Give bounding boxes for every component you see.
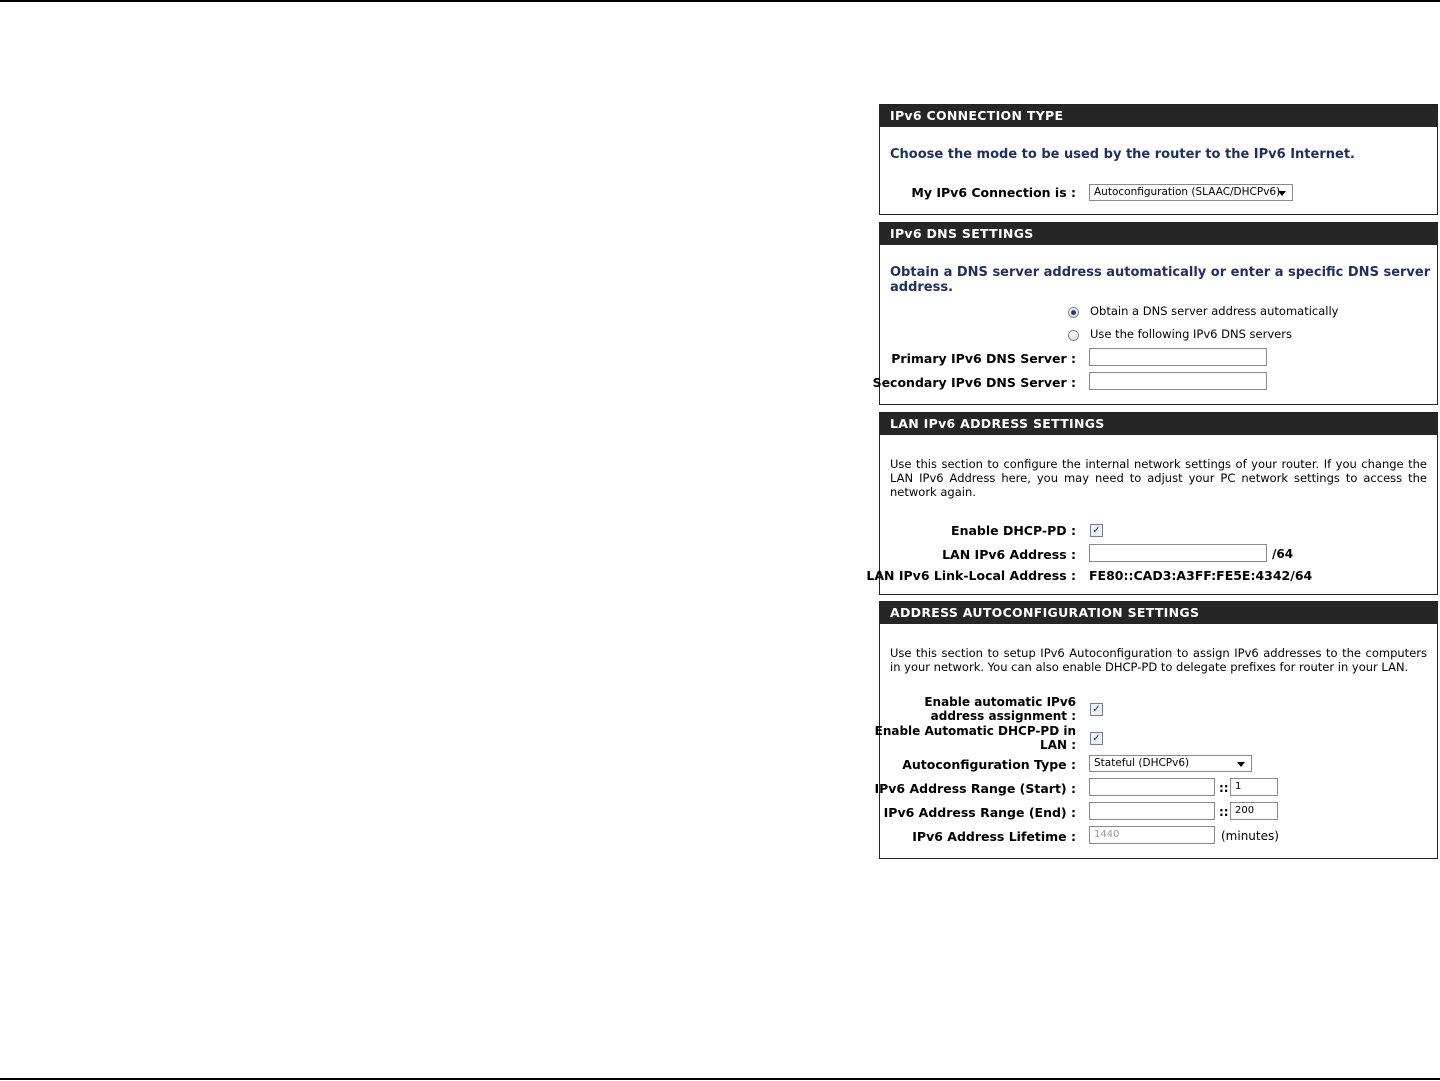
range-start-input[interactable]: 1 [1230, 778, 1278, 796]
lifetime-label: IPv6 Address Lifetime : [912, 829, 1076, 844]
auto-assign-label-line2: address assignment : [930, 709, 1076, 723]
connection-type-value: Autoconfiguration (SLAAC/DHCPv6) [1094, 186, 1281, 198]
range-end-separator: :: [1219, 805, 1229, 819]
panel-title: IPv6 DNS SETTINGS [880, 223, 1437, 245]
top-rule [0, 0, 1440, 2]
auto-assign-label [924, 695, 1076, 723]
dns-manual-radio[interactable] [1068, 330, 1079, 341]
ipv6-dns-settings-panel [872, 222, 1438, 405]
connection-type-select[interactable] [1089, 184, 1293, 201]
connection-intro: Choose the mode to be used by the router to the IPv6 Internet. [890, 147, 1355, 162]
ipv6-connection-type-panel [879, 104, 1438, 215]
chevron-down-icon [1237, 762, 1245, 767]
panel-title: LAN IPv6 ADDRESS SETTINGS [880, 413, 1437, 435]
auto-assign-label-line1: Enable automatic IPv6 [924, 695, 1076, 709]
dns-auto-radio[interactable] [1068, 307, 1079, 318]
range-start-separator: :: [1219, 781, 1229, 795]
auto-assign-checkbox[interactable]: ✓ [1090, 703, 1103, 716]
range-end-label: IPv6 Address Range (End) : [883, 805, 1076, 820]
auto-dhcp-pd-checkbox[interactable]: ✓ [1090, 732, 1103, 745]
lifetime-input[interactable]: 1440 [1089, 826, 1215, 844]
auto-dhcp-pd-label-line1: Enable Automatic DHCP-PD in [874, 724, 1076, 738]
auto-dhcp-pd-label-line2: LAN : [1040, 738, 1076, 752]
lan-description: Use this section to configure the internal network settings of your router. If you change the LAN IPv6 Address here, you may need to adjust your PC network settings to access the network again. [890, 457, 1427, 499]
dhcp-pd-label: Enable DHCP-PD : [951, 523, 1076, 538]
chevron-down-icon [1278, 191, 1286, 196]
dns-manual-label: Use the following IPv6 DNS servers [1090, 327, 1292, 341]
autoconfig-type-value: Stateful (DHCPv6) [1094, 757, 1190, 769]
range-end-prefix-input [1089, 802, 1215, 820]
lan-ipv6-address-settings-panel [866, 412, 1438, 595]
auto-dhcp-pd-label [875, 724, 1076, 752]
connection-label: My IPv6 Connection is : [911, 185, 1076, 200]
range-end-input[interactable]: 200 [1230, 802, 1278, 820]
link-local-label: LAN IPv6 Link-Local Address : [866, 568, 1076, 583]
dns-auto-label: Obtain a DNS server address automatically [1090, 304, 1339, 318]
secondary-dns-label: Secondary IPv6 DNS Server : [872, 375, 1076, 390]
autoconfig-type-select[interactable] [1089, 755, 1252, 772]
primary-dns-input[interactable] [1089, 348, 1267, 366]
dhcp-pd-checkbox[interactable]: ✓ [1090, 524, 1103, 537]
autoconfig-type-label: Autoconfiguration Type : [902, 757, 1076, 772]
bottom-rule [0, 1078, 1440, 1080]
lifetime-unit: (minutes) [1221, 829, 1279, 843]
lan-address-label: LAN IPv6 Address : [942, 547, 1076, 562]
range-start-prefix-input [1089, 778, 1215, 796]
lan-address-input[interactable] [1089, 544, 1267, 562]
secondary-dns-input[interactable] [1089, 372, 1267, 390]
autoconfig-description: Use this section to setup IPv6 Autoconfiguration to assign IPv6 addresses to the computers in your network. You can also enable DHCP-PD to delegate prefixes for router in your LAN. [890, 646, 1427, 674]
link-local-value: FE80::CAD3:A3FF:FE5E:4342/64 [1089, 568, 1313, 583]
primary-dns-label: Primary IPv6 DNS Server : [891, 351, 1076, 366]
lan-prefix-suffix: /64 [1272, 547, 1294, 561]
range-start-label: IPv6 Address Range (Start) : [874, 781, 1076, 796]
panel-title: IPv6 CONNECTION TYPE [880, 105, 1437, 127]
dns-intro: Obtain a DNS server address automatically or enter a specific DNS server address. [890, 265, 1431, 295]
address-autoconfiguration-panel [874, 601, 1438, 859]
panel-title: ADDRESS AUTOCONFIGURATION SETTINGS [880, 602, 1437, 624]
